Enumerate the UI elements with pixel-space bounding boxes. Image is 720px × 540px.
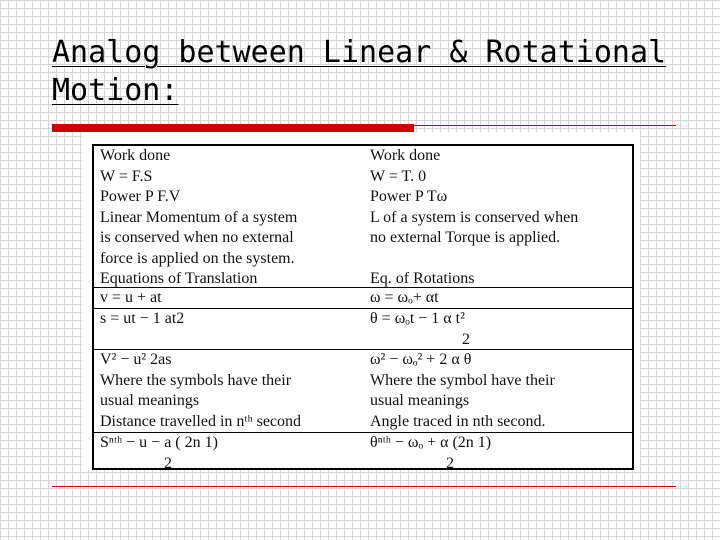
text-line: θⁿᵗʰ − ωₒ + α (2n 1)	[370, 434, 492, 451]
linear-column-cell	[100, 350, 301, 432]
text-line: Eq. of Rotations	[370, 270, 475, 287]
text-line: W = F.S	[100, 167, 153, 185]
table-row	[94, 433, 632, 470]
text-line	[370, 249, 578, 270]
title-accent-rule	[414, 125, 676, 126]
text-line: Where the symbols have their	[100, 371, 292, 389]
rotational-column-cell	[370, 309, 470, 350]
text-line: Angle traced in nth second.	[370, 412, 546, 430]
table-row	[94, 146, 632, 288]
text-line: no external Torque is applied.	[370, 229, 561, 246]
text-line: θ = ωₒt − 1 α t²	[370, 310, 465, 327]
analogy-table	[92, 144, 634, 470]
title-line-1: Analog between Linear & Rotational	[52, 35, 667, 70]
text-line: Power P F.V	[100, 188, 181, 205]
text-line: Work done	[100, 147, 171, 164]
slide-title	[52, 34, 692, 110]
text-line: Linear Momentum of a system	[100, 208, 298, 226]
linear-column-cell	[100, 309, 184, 330]
rotational-column-cell	[370, 146, 578, 290]
text-line: ω² − ωₒ² + 2 α θ	[370, 351, 472, 368]
linear-column-cell	[100, 433, 218, 474]
text-line: usual meanings	[370, 392, 470, 409]
text-line: 2	[164, 454, 172, 472]
text-line: force is applied on the system.	[100, 249, 295, 267]
text-line: Work done	[370, 147, 441, 164]
text-line: v = u + at	[100, 289, 162, 306]
text-line: 2	[462, 330, 470, 348]
rotational-column-cell	[370, 433, 491, 474]
text-line: Power P Tω	[370, 188, 448, 205]
text-line: usual meanings	[100, 392, 200, 409]
text-line: is conserved when no external	[100, 229, 294, 246]
text-line: 2	[446, 454, 454, 472]
title-accent-bar	[52, 124, 414, 132]
text-line: Distance travelled in nᵗʰ second	[100, 412, 302, 430]
rotational-column-cell	[370, 288, 439, 309]
table-row	[94, 309, 632, 350]
footer-rule	[52, 486, 676, 487]
text-line: Equations of Translation	[100, 270, 258, 287]
table-row	[94, 350, 632, 433]
text-line: V² − u² 2as	[100, 351, 172, 368]
text-line: ω = ωₒ+ αt	[370, 289, 439, 306]
title-line-2: Motion:	[52, 73, 179, 108]
text-line: Sⁿᵗʰ − u − a ( 2n 1)	[100, 434, 218, 451]
table-row	[94, 288, 632, 309]
linear-column-cell	[100, 146, 297, 290]
linear-column-cell	[100, 288, 162, 309]
text-line: Where the symbol have their	[370, 371, 555, 389]
text-line: W = T. 0	[370, 167, 427, 185]
text-line: L of a system is conserved when	[370, 208, 579, 226]
rotational-column-cell	[370, 350, 555, 432]
text-line: s = ut − 1 at2	[100, 310, 185, 327]
